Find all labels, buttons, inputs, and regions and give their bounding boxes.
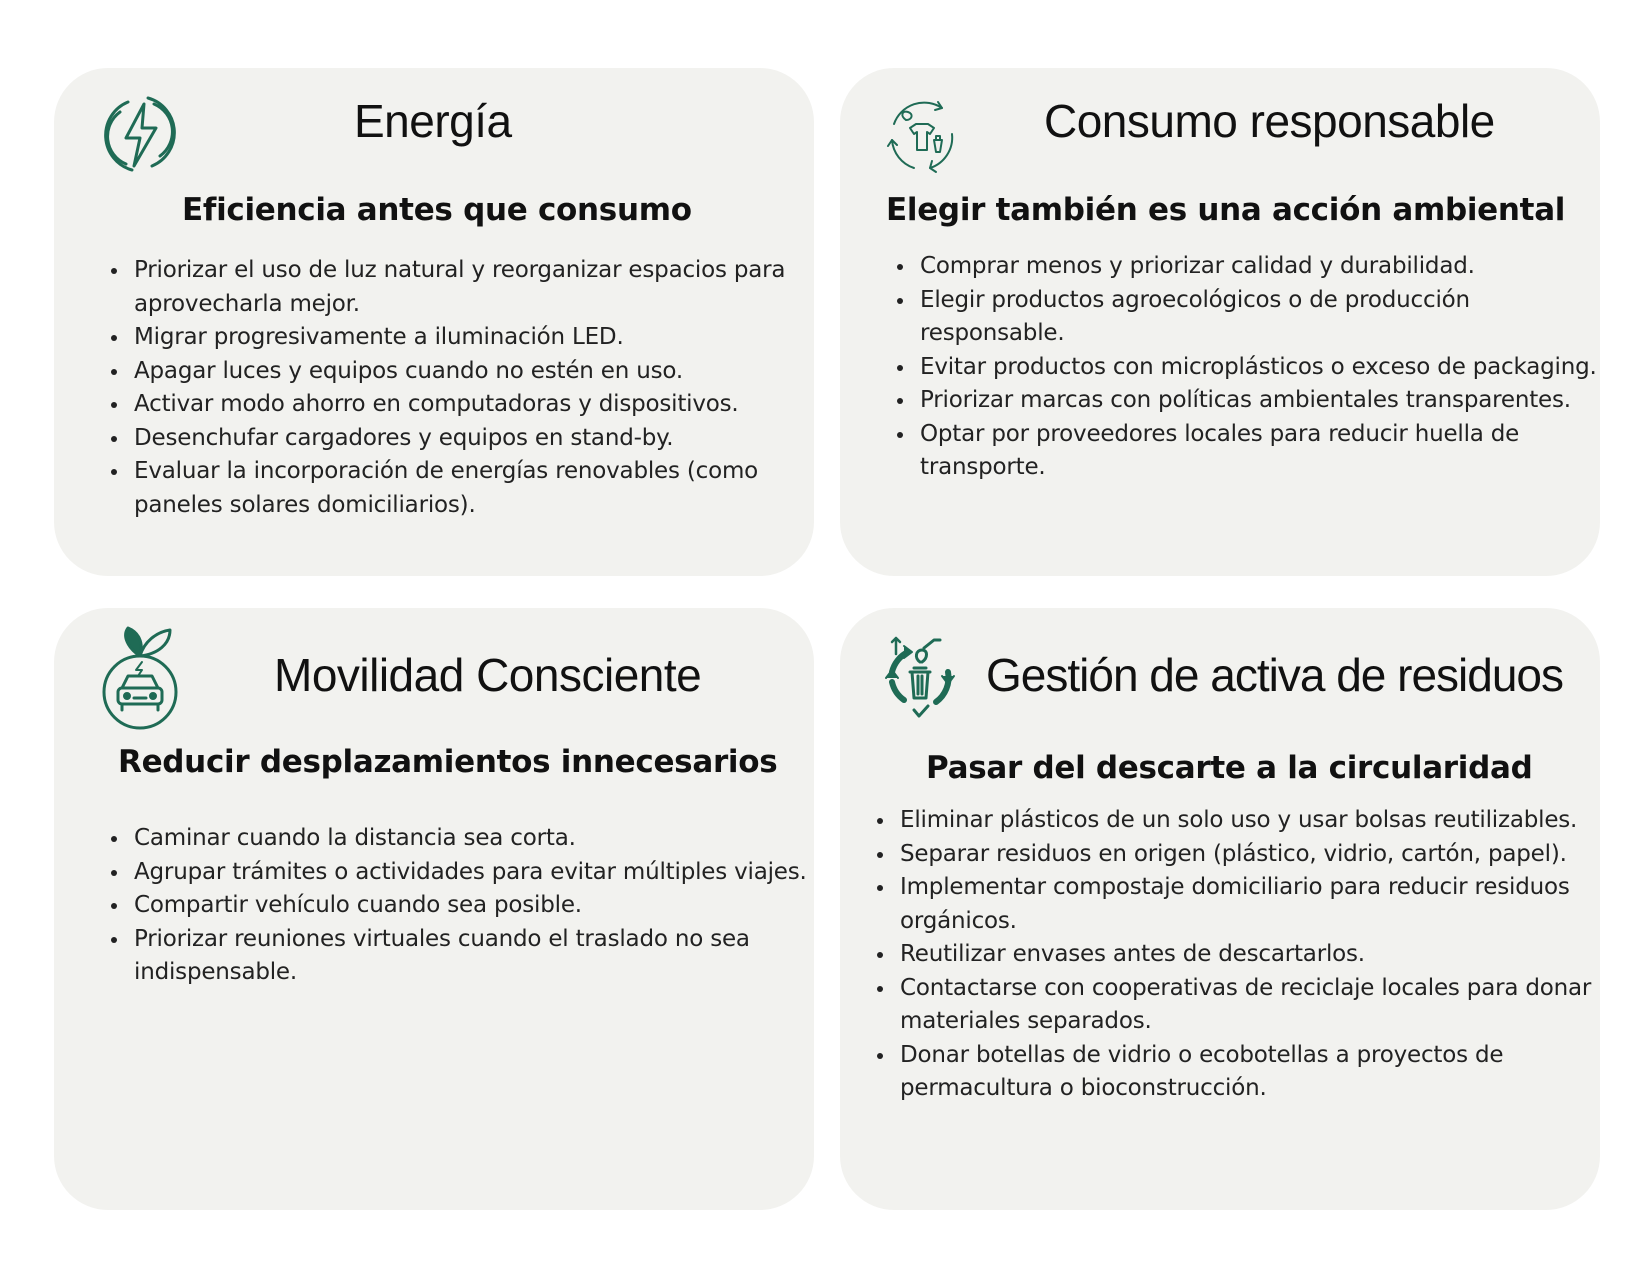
list-item: • Caminar cuando la distancia sea corta.	[130, 822, 830, 856]
tips-list	[98, 254, 830, 522]
list-item: • Desenchufar cargadores y equipos en stand-by.	[130, 422, 830, 456]
list-item: • Priorizar marcas con políticas ambientales transparentes.	[916, 384, 1616, 418]
card-subtitle: Reducir desplazamientos innecesarios	[118, 744, 778, 780]
list-item: • Agrupar trámites o actividades para evitar múltiples viajes.	[130, 856, 830, 890]
list-item: • Migrar progresivamente a iluminación LED.	[130, 321, 830, 355]
card-title: Gestión de activa de residuos	[986, 649, 1564, 701]
lightning-bolt-icon	[98, 92, 182, 176]
card-title: Consumo responsable	[1044, 95, 1495, 147]
list-item: • Priorizar reuniones virtuales cuando el traslado no sea indispensable.	[130, 923, 830, 990]
card-subtitle: Eficiencia antes que consumo	[182, 192, 692, 228]
energy-card	[54, 68, 814, 576]
electric-car-leaf-icon	[98, 622, 182, 732]
tips-list	[98, 822, 830, 990]
conscious-mobility-card	[54, 608, 814, 1210]
list-item: • Reutilizar envases antes de descartarlos.	[896, 938, 1616, 972]
list-item: • Elegir productos agroecológicos o de producción responsable.	[916, 284, 1616, 351]
tips-list	[864, 804, 1616, 1106]
waste-management-card	[840, 608, 1600, 1210]
recycle-products-icon	[880, 94, 964, 178]
list-item: • Contactarse con cooperativas de reciclaje locales para donar materiales separados.	[896, 972, 1616, 1039]
recycle-bin-icon	[878, 632, 962, 724]
list-item: • Priorizar el uso de luz natural y reorganizar espacios para aprovecharla mejor.	[130, 254, 830, 321]
list-item: • Activar modo ahorro en computadoras y dispositivos.	[130, 388, 830, 422]
list-item: • Donar botellas de vidrio o ecobotellas a proyectos de permacultura o bioconstrucción.	[896, 1039, 1616, 1106]
card-title: Energía	[354, 95, 512, 147]
list-item: • Separar residuos en origen (plástico, vidrio, cartón, papel).	[896, 838, 1616, 872]
list-item: • Compartir vehículo cuando sea posible.	[130, 889, 830, 923]
list-item: • Implementar compostaje domiciliario para reducir residuos orgánicos.	[896, 871, 1616, 938]
card-title: Movilidad Consciente	[274, 649, 702, 701]
card-subtitle: Elegir también es una acción ambiental	[886, 192, 1566, 228]
list-item: • Evitar productos con microplásticos o exceso de packaging.	[916, 351, 1616, 385]
responsible-consumption-card	[840, 68, 1600, 576]
tips-list	[884, 250, 1616, 485]
list-item: • Apagar luces y equipos cuando no estén en uso.	[130, 355, 830, 389]
card-subtitle: Pasar del descarte a la circularidad	[926, 750, 1533, 786]
list-item: • Evaluar la incorporación de energías renovables (como paneles solares domiciliarios).	[130, 455, 830, 522]
list-item: • Optar por proveedores locales para reducir huella de transporte.	[916, 418, 1616, 485]
list-item: • Comprar menos y priorizar calidad y durabilidad.	[916, 250, 1616, 284]
list-item: • Eliminar plásticos de un solo uso y usar bolsas reutilizables.	[896, 804, 1616, 838]
